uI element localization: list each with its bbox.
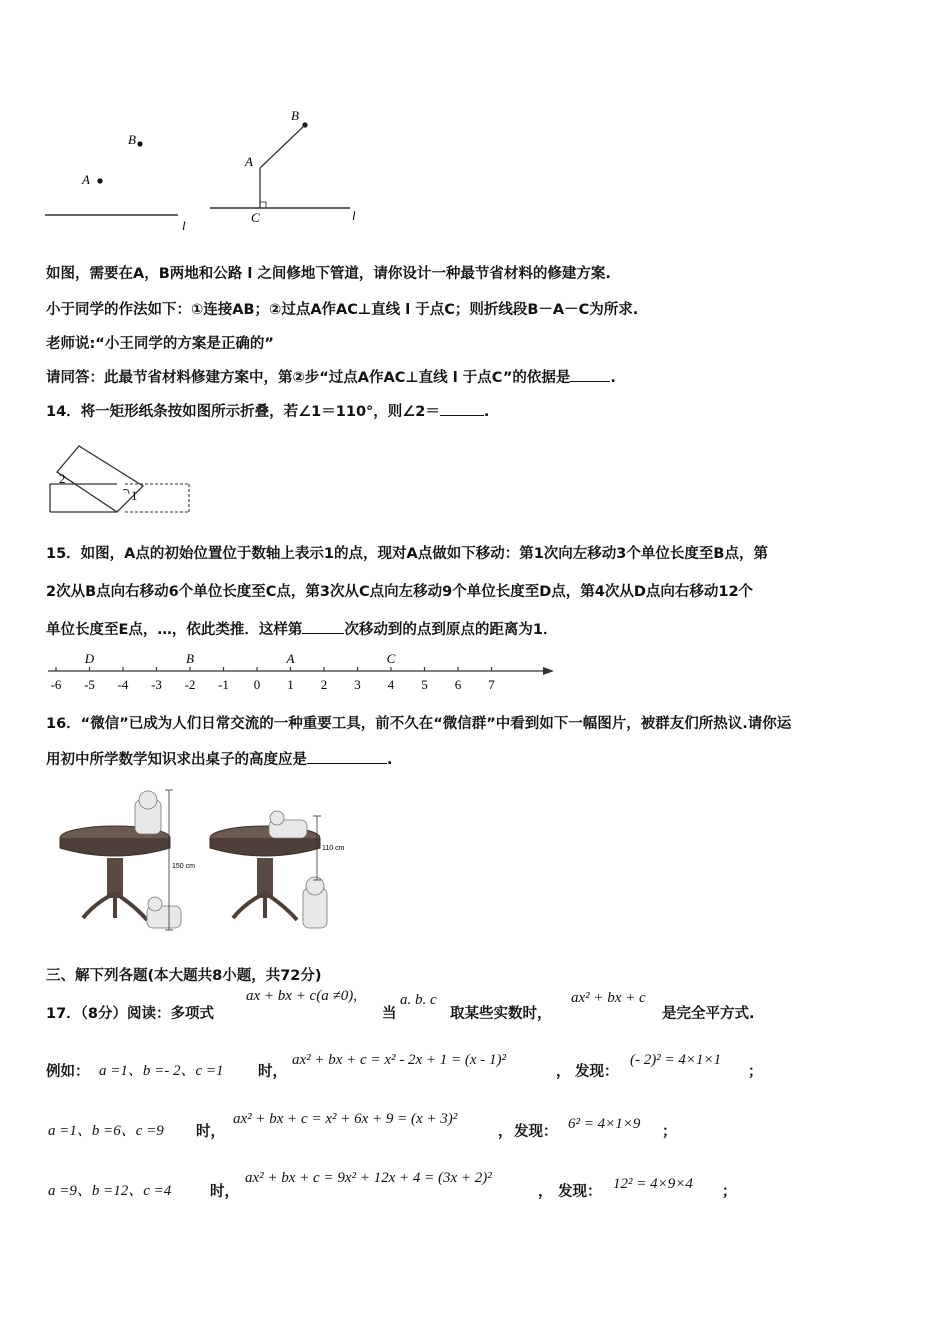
axis-point-d: D (84, 651, 95, 666)
q17-ex1-equation: ax² + bx + c = x² - 2x + 1 = (x - 1)² (292, 1052, 507, 1068)
q17-ex3-comma: ， (538, 1184, 553, 1200)
q17-ex3-equation: ax² + bx + c = 9x² + 12x + 4 = (3x + 2)² (245, 1170, 492, 1186)
q17-ex1-comma: ， (556, 1064, 571, 1080)
q16-question: 用初中所学数学知识求出桌子的高度应是 (46, 752, 307, 768)
q13-answer-blank[interactable] (570, 367, 610, 382)
q16-line-2 (46, 748, 393, 769)
left-label-b: B (128, 132, 136, 147)
q17-ex2-found: 发现： (514, 1124, 558, 1140)
folded-strip-figure (45, 438, 195, 518)
label-150cm: 150 cm (172, 863, 195, 870)
table-cats-picture (55, 788, 375, 938)
label-110cm: 110 cm (322, 845, 345, 852)
axis-point-c: C (386, 651, 396, 666)
axis-tick-label: 6 (454, 677, 462, 692)
q13-line-4 (46, 366, 616, 387)
left-label-l: l (182, 218, 186, 230)
q14-end: . (483, 404, 490, 420)
left-point-b (137, 141, 142, 146)
axis-tick-label: 0 (253, 677, 261, 692)
q17-ex2-result: 6² = 4×1×9 (568, 1116, 641, 1132)
q14-text (46, 400, 489, 421)
q17-ex2-comma: ， (498, 1124, 513, 1140)
right-label-l: l (352, 208, 356, 223)
axis-tick-label: -3 (151, 677, 162, 692)
q15-line-2: 2次从B点向右移动6个单位长度至C点，第3次从C点向左移动9个单位长度至D点，第4次从D点向右移动12个 (46, 584, 754, 600)
right-label-a: A (245, 154, 253, 169)
q15-line-3 (46, 618, 558, 639)
right-label-b: B (291, 108, 299, 123)
q14-answer-blank[interactable] (440, 401, 484, 416)
axis-tick-label: 2 (320, 677, 328, 692)
q17-ex2-semi: ； (662, 1124, 677, 1140)
right-label-c: C (251, 210, 260, 225)
q13-line-2: 小于同学的作法如下：①连接AB；②过点A作AC⊥直线 l 于点C；则折线段B－A－C为所求. (46, 302, 639, 318)
q17-ex2-values: a =1、b =6、c =9 (48, 1123, 164, 1139)
axis-tick-label: 7 (488, 677, 495, 692)
q17-ex2-when: 时， (196, 1124, 225, 1140)
axis-point-b: B (186, 651, 194, 666)
axis-tick-label: 5 (421, 677, 428, 692)
angle-label-2: 2 (59, 471, 66, 486)
points-line-figure (40, 100, 370, 230)
axis-tick-label: -1 (218, 677, 229, 692)
q17-abc: a. b. c (400, 992, 437, 1008)
q17-perfect: 是完全平方式. (662, 1006, 755, 1022)
q17-ex3-when: 时， (210, 1184, 239, 1200)
q17-ex3-found: 发现： (558, 1184, 602, 1200)
q17-ex3-values: a =9、b =12、c =4 (48, 1183, 172, 1199)
segment-ab (260, 125, 305, 168)
q13-end: . (610, 370, 616, 386)
q16-answer-blank[interactable] (307, 749, 387, 764)
axis-tick-label: -4 (117, 677, 129, 692)
q16-end: . (387, 752, 393, 768)
q15-answer-blank[interactable] (302, 619, 344, 634)
axis-point-a: A (286, 651, 295, 666)
axis-tick-label: 1 (287, 677, 294, 692)
q17-ex3-semi: ； (722, 1184, 737, 1200)
q17-ex1-result: (- 2)² = 4×1×1 (630, 1052, 722, 1068)
axis-tick-label: -2 (184, 677, 196, 692)
axis-tick-label: 4 (387, 677, 395, 692)
q17-take: 取某些实数时， (450, 1006, 552, 1022)
q13-line-1: 如图，需要在A，B两地和公路 l 之间修地下管道，请你设计一种最节省材料的修建方案. (46, 266, 611, 282)
number-line-arrow (543, 667, 554, 675)
left-label-a: A (82, 172, 90, 187)
q15-line-3a: 单位长度至E点，…，依此类推．这样第 (46, 622, 303, 638)
angle-label-1: 1 (131, 488, 138, 503)
q17-poly2: ax² + bx + c (571, 990, 646, 1006)
q17-ex1-found: 发现： (575, 1064, 619, 1080)
q17-ex1-values: a =1、b =- 2、c =1 (99, 1063, 224, 1079)
number-line (40, 646, 560, 694)
axis-tick-label: 3 (354, 677, 361, 692)
right-angle-mark (260, 202, 266, 208)
left-point-a (97, 178, 102, 183)
q17-when: 当 (382, 1006, 397, 1022)
q17-poly: ax + bx + c(a ≠0), (246, 988, 357, 1004)
q16-line-1: 16．“微信”已成为人们日常交流的一种重要工具，前不久在“微信群”中看到如下一幅图片，被群友们所热议.请你运 (46, 716, 792, 732)
axis-tick-label: -6 (50, 677, 62, 692)
q13-line-3: 老师说:“小王同学的方案是正确的” (46, 336, 274, 352)
q17-ex1-when: 时， (258, 1064, 287, 1080)
q17-ex2-equation: ax² + bx + c = x² + 6x + 9 = (x + 3)² (233, 1111, 458, 1127)
q14-question: 14．将一矩形纸条按如图所示折叠，若∠1＝110°，则∠2＝ (46, 404, 440, 420)
q13-question: 请同答：此最节省材料修建方案中，第②步“过点A作AC⊥直线 l 于点C”的依据是 (46, 370, 571, 386)
axis-tick-label: -5 (84, 677, 95, 692)
q17-ex1-semi: ； (748, 1064, 763, 1080)
q17-prefix: 17．（8分）阅读：多项式 (46, 1006, 215, 1022)
q17-ex3-result: 12² = 4×9×4 (613, 1176, 693, 1192)
left-table (60, 790, 195, 930)
right-table (210, 811, 345, 928)
q15-line-3b: 次移动到的点到原点的距离为1． (344, 622, 558, 638)
section-3-title: 三、解下列各题(本大题共8小题，共72分) (46, 968, 322, 984)
q17-example-intro: 例如： (46, 1064, 90, 1080)
q15-line-1: 15．如图，A点的初始位置位于数轴上表示1的点，现对A点做如下移动：第1次向左移动3个单位长度至B点，第 (46, 546, 768, 562)
